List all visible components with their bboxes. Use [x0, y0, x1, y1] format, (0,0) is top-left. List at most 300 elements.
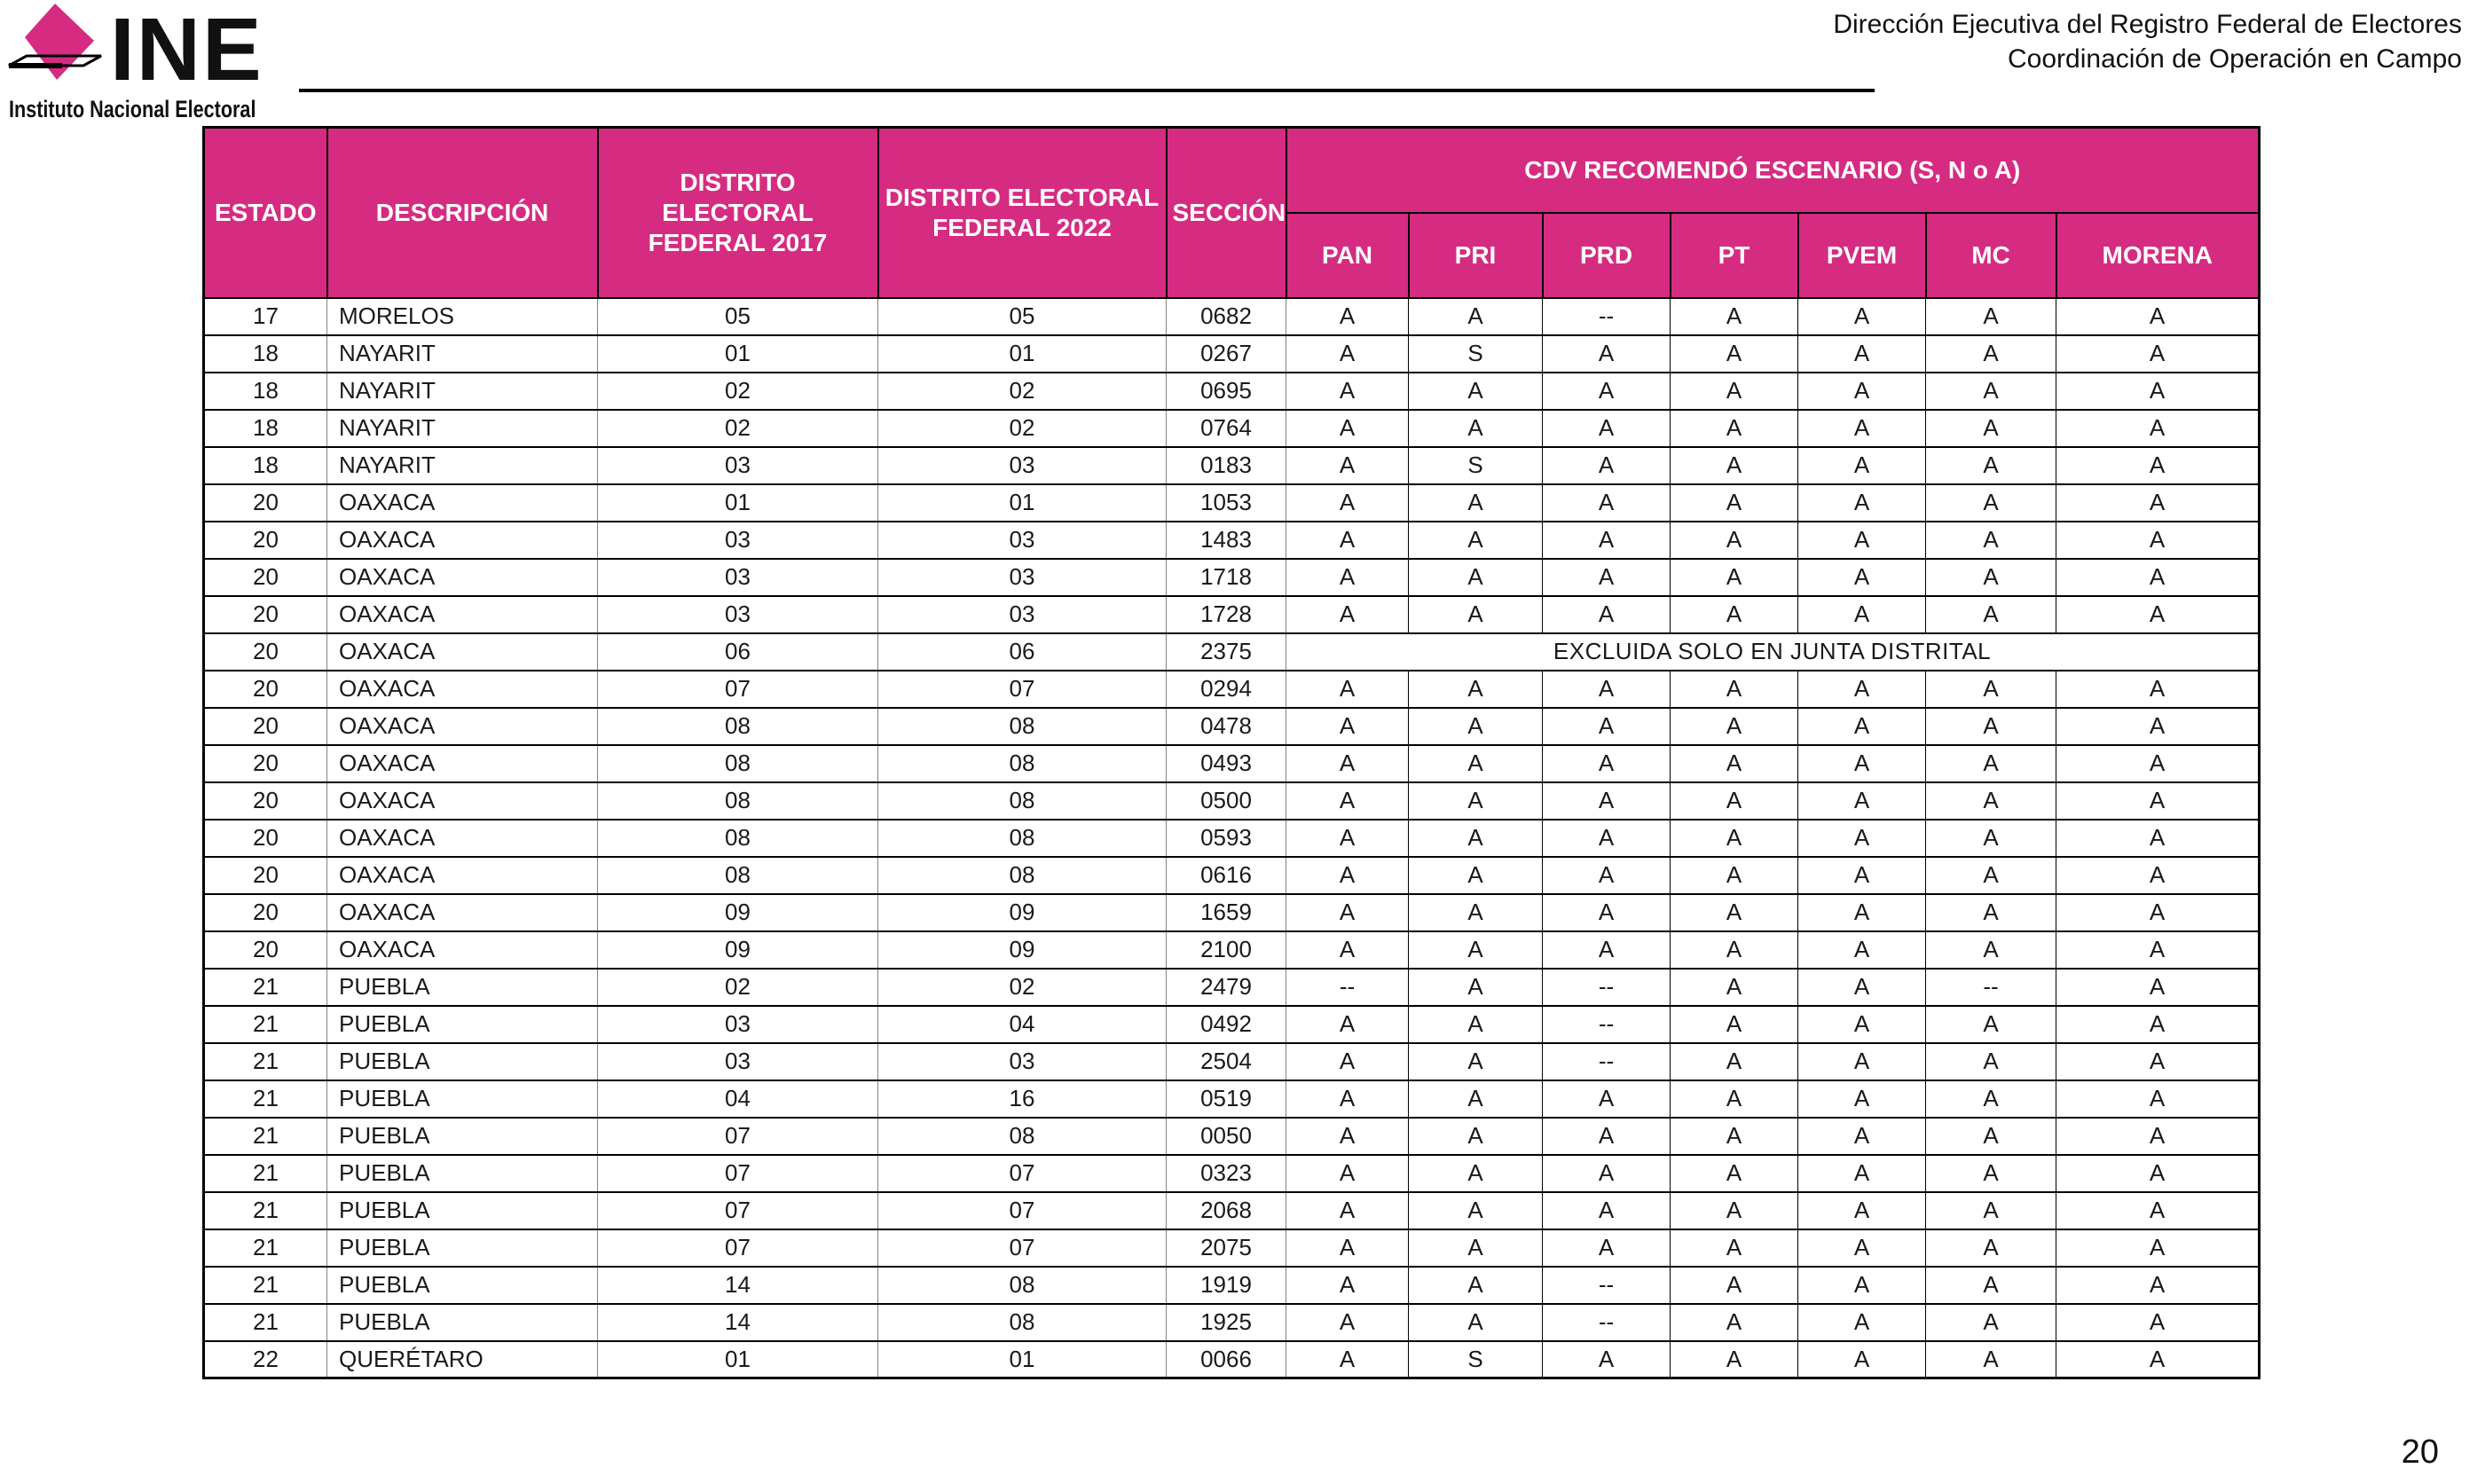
cell-party-value: A: [2056, 969, 2260, 1006]
cell-party-value: A: [1409, 782, 1543, 820]
cell-descripcion: NAYARIT: [327, 447, 598, 484]
cell-party-value: A: [1798, 1043, 1926, 1080]
cell-party-value: A: [1286, 373, 1409, 410]
cell-party-value: A: [1798, 410, 1926, 447]
cell-seccion: 2075: [1167, 1229, 1286, 1267]
cell-party-value: A: [1671, 1304, 1798, 1341]
cell-party-value: A: [1286, 1043, 1409, 1080]
cell-distrito-2017: 02: [598, 373, 878, 410]
cell-party-value: A: [1798, 782, 1926, 820]
cell-party-value: A: [1926, 410, 2056, 447]
cell-party-value: A: [2056, 410, 2260, 447]
col-header-pan: PAN: [1286, 213, 1409, 298]
cell-distrito-2017: 08: [598, 745, 878, 782]
table-row: [204, 484, 2260, 522]
cell-distrito-2022: 03: [878, 559, 1167, 596]
cell-estado: 20: [204, 745, 327, 782]
cell-party-value: A: [1926, 596, 2056, 633]
cell-estado: 20: [204, 559, 327, 596]
cell-party-value: A: [1543, 484, 1671, 522]
cell-party-value: A: [1798, 484, 1926, 522]
cell-party-value: A: [1926, 1080, 2056, 1118]
cell-party-value: A: [2056, 1267, 2260, 1304]
cell-party-value: A: [1286, 1080, 1409, 1118]
cell-descripcion: OAXACA: [327, 633, 598, 671]
cell-estado: 21: [204, 1043, 327, 1080]
cell-seccion: 0478: [1167, 708, 1286, 745]
cell-party-value: A: [1543, 1155, 1671, 1192]
cell-distrito-2017: 03: [598, 1006, 878, 1043]
cell-estado: 20: [204, 782, 327, 820]
table-row: [204, 633, 2260, 671]
cell-party-value: A: [1671, 857, 1798, 894]
cell-descripcion: OAXACA: [327, 596, 598, 633]
cell-distrito-2022: 09: [878, 931, 1167, 969]
cell-party-value: A: [1286, 1155, 1409, 1192]
cell-distrito-2022: 09: [878, 894, 1167, 931]
cell-party-value: A: [1798, 708, 1926, 745]
cell-party-value: A: [2056, 1155, 2260, 1192]
cell-distrito-2017: 08: [598, 708, 878, 745]
cell-estado: 21: [204, 1267, 327, 1304]
page-number: 20: [2401, 1433, 2439, 1471]
cell-seccion: 0267: [1167, 335, 1286, 373]
cell-party-value: S: [1409, 335, 1543, 373]
cell-seccion: 0066: [1167, 1341, 1286, 1378]
col-header-estado: ESTADO: [204, 128, 327, 298]
cell-distrito-2022: 08: [878, 1304, 1167, 1341]
cell-party-value: A: [1409, 969, 1543, 1006]
cell-party-value: A: [1926, 298, 2056, 335]
cell-estado: 20: [204, 708, 327, 745]
cell-party-value: A: [1926, 559, 2056, 596]
cell-party-value: A: [1798, 559, 1926, 596]
cell-distrito-2017: 01: [598, 335, 878, 373]
cell-descripcion: OAXACA: [327, 671, 598, 708]
cell-distrito-2022: 16: [878, 1080, 1167, 1118]
table-row: [204, 596, 2260, 633]
cell-descripcion: MORELOS: [327, 298, 598, 335]
cell-party-value: A: [1671, 1118, 1798, 1155]
cell-estado: 21: [204, 1118, 327, 1155]
cell-party-value: A: [1671, 1267, 1798, 1304]
cell-party-value: A: [1409, 820, 1543, 857]
cell-party-value: A: [1671, 447, 1798, 484]
cell-party-value: A: [1286, 484, 1409, 522]
cell-party-value: A: [2056, 1006, 2260, 1043]
cell-estado: 18: [204, 410, 327, 447]
cell-party-value: A: [1543, 745, 1671, 782]
cell-party-value: A: [1671, 522, 1798, 559]
cell-estado: 17: [204, 298, 327, 335]
department-line-2: Coordinación de Operación en Campo: [2008, 44, 2462, 74]
cell-estado: 20: [204, 894, 327, 931]
cell-distrito-2017: 07: [598, 1155, 878, 1192]
table-header: [204, 128, 2260, 298]
cell-party-value: A: [1543, 522, 1671, 559]
cell-party-value: A: [2056, 782, 2260, 820]
cell-party-value: A: [1798, 447, 1926, 484]
cell-party-value: A: [2056, 1229, 2260, 1267]
cell-party-value: A: [1926, 1006, 2056, 1043]
cell-estado: 21: [204, 1304, 327, 1341]
cell-party-value: A: [1286, 1341, 1409, 1378]
cell-party-value: A: [1671, 484, 1798, 522]
cell-seccion: 2100: [1167, 931, 1286, 969]
cell-party-value: A: [1409, 1118, 1543, 1155]
cell-party-value: A: [1286, 931, 1409, 969]
table-row: [204, 1267, 2260, 1304]
cell-party-value: A: [2056, 335, 2260, 373]
cell-seccion: 0500: [1167, 782, 1286, 820]
cell-distrito-2017: 09: [598, 931, 878, 969]
cell-descripcion: PUEBLA: [327, 1304, 598, 1341]
cell-party-value: A: [2056, 894, 2260, 931]
cell-party-value: A: [1543, 596, 1671, 633]
cell-party-value: A: [1409, 596, 1543, 633]
cell-party-value: A: [1926, 708, 2056, 745]
cell-party-value: A: [1671, 671, 1798, 708]
cell-distrito-2022: 08: [878, 820, 1167, 857]
cell-party-value: A: [1926, 335, 2056, 373]
cell-descripcion: OAXACA: [327, 708, 598, 745]
cell-seccion: 1053: [1167, 484, 1286, 522]
cell-distrito-2017: 03: [598, 522, 878, 559]
cell-seccion: 2504: [1167, 1043, 1286, 1080]
cell-party-value: A: [1798, 1080, 1926, 1118]
cell-estado: 21: [204, 1192, 327, 1229]
cell-party-value: A: [1671, 1155, 1798, 1192]
cell-party-value: A: [2056, 1118, 2260, 1155]
cell-party-value: A: [1286, 410, 1409, 447]
cell-party-value: A: [1286, 1229, 1409, 1267]
cell-party-value: S: [1409, 447, 1543, 484]
cell-estado: 18: [204, 447, 327, 484]
cell-party-value: A: [1798, 1192, 1926, 1229]
cell-seccion: 1919: [1167, 1267, 1286, 1304]
cell-distrito-2017: 03: [598, 447, 878, 484]
table-row: [204, 1118, 2260, 1155]
table-body: [204, 298, 2260, 1378]
cell-party-value: S: [1409, 1341, 1543, 1378]
cell-party-value: A: [1798, 1267, 1926, 1304]
col-header-prd: PRD: [1543, 213, 1671, 298]
table-row: [204, 447, 2260, 484]
cell-descripcion: OAXACA: [327, 745, 598, 782]
cell-distrito-2022: 01: [878, 1341, 1167, 1378]
cell-party-value: A: [1543, 782, 1671, 820]
cell-distrito-2022: 01: [878, 484, 1167, 522]
cell-party-value: A: [1409, 857, 1543, 894]
cell-distrito-2017: 01: [598, 1341, 878, 1378]
cell-party-value: A: [1671, 820, 1798, 857]
cell-party-value: A: [1671, 298, 1798, 335]
table-row: [204, 894, 2260, 931]
cell-distrito-2022: 08: [878, 1118, 1167, 1155]
cell-distrito-2017: 14: [598, 1304, 878, 1341]
cell-distrito-2017: 03: [598, 596, 878, 633]
cell-party-value: A: [1286, 522, 1409, 559]
cell-descripcion: OAXACA: [327, 820, 598, 857]
table-row: [204, 1341, 2260, 1378]
cell-party-value: A: [1409, 410, 1543, 447]
cell-seccion: 0519: [1167, 1080, 1286, 1118]
cell-estado: 20: [204, 522, 327, 559]
table-row: [204, 1043, 2260, 1080]
col-header-distrito-2017: DISTRITO ELECTORAL FEDERAL 2017: [598, 128, 878, 298]
cell-party-value: A: [1926, 484, 2056, 522]
cell-party-value: A: [1543, 708, 1671, 745]
cell-distrito-2017: 03: [598, 1043, 878, 1080]
cell-party-value: A: [2056, 1341, 2260, 1378]
cell-distrito-2017: 08: [598, 820, 878, 857]
table-row: [204, 671, 2260, 708]
cell-party-value: A: [1409, 1192, 1543, 1229]
cell-party-value: A: [1926, 522, 2056, 559]
cell-party-value: --: [1543, 1006, 1671, 1043]
cell-party-value: A: [2056, 298, 2260, 335]
cell-party-value: A: [1671, 1043, 1798, 1080]
col-header-pt: PT: [1671, 213, 1798, 298]
cell-party-value: A: [1543, 1192, 1671, 1229]
cell-distrito-2022: 08: [878, 782, 1167, 820]
cell-descripcion: NAYARIT: [327, 410, 598, 447]
cell-distrito-2017: 07: [598, 1229, 878, 1267]
cdv-scenario-table: [202, 126, 2261, 1379]
cell-party-value: A: [1926, 1043, 2056, 1080]
ine-ballot-logo-icon: [2, 2, 110, 90]
cell-party-value: A: [1926, 1192, 2056, 1229]
cell-party-value: A: [1798, 1341, 1926, 1378]
col-header-pri: PRI: [1409, 213, 1543, 298]
cell-seccion: 1728: [1167, 596, 1286, 633]
cell-party-value: A: [2056, 1080, 2260, 1118]
col-header-pvem: PVEM: [1798, 213, 1926, 298]
table-row: [204, 522, 2260, 559]
cell-seccion: 0493: [1167, 745, 1286, 782]
cell-party-value: A: [1926, 857, 2056, 894]
cell-party-value: A: [1671, 931, 1798, 969]
table-row: [204, 1192, 2260, 1229]
cell-party-value: A: [1543, 1229, 1671, 1267]
cell-party-value: A: [1409, 1267, 1543, 1304]
cell-party-value: A: [1286, 1267, 1409, 1304]
cell-estado: 20: [204, 671, 327, 708]
cell-distrito-2017: 07: [598, 1118, 878, 1155]
cell-estado: 20: [204, 931, 327, 969]
cell-party-value: A: [1543, 820, 1671, 857]
cell-estado: 21: [204, 1006, 327, 1043]
cell-party-value: A: [1798, 969, 1926, 1006]
cell-party-value: --: [1543, 1304, 1671, 1341]
cell-party-value: A: [1286, 782, 1409, 820]
cell-descripcion: PUEBLA: [327, 969, 598, 1006]
cell-distrito-2017: 08: [598, 782, 878, 820]
cell-distrito-2017: 08: [598, 857, 878, 894]
cell-party-value: A: [1409, 1155, 1543, 1192]
cell-descripcion: PUEBLA: [327, 1155, 598, 1192]
cell-party-value: A: [2056, 1043, 2260, 1080]
cell-party-value: A: [1926, 1155, 2056, 1192]
cell-party-value: A: [1543, 335, 1671, 373]
cell-party-value: A: [1671, 708, 1798, 745]
cell-party-value: A: [2056, 708, 2260, 745]
table-row: [204, 782, 2260, 820]
cell-party-value: A: [1286, 1304, 1409, 1341]
table-row: [204, 335, 2260, 373]
col-header-descripcion: DESCRIPCIÓN: [327, 128, 598, 298]
cell-party-value: A: [1671, 969, 1798, 1006]
cell-party-value: A: [1543, 559, 1671, 596]
cell-party-value: A: [2056, 373, 2260, 410]
cell-party-value: A: [1409, 559, 1543, 596]
cell-party-value: A: [1671, 1006, 1798, 1043]
cell-distrito-2022: 03: [878, 522, 1167, 559]
cell-descripcion: OAXACA: [327, 931, 598, 969]
cell-estado: 21: [204, 1229, 327, 1267]
cell-party-value: A: [1543, 671, 1671, 708]
cell-distrito-2022: 01: [878, 335, 1167, 373]
table-row: [204, 298, 2260, 335]
cell-party-value: A: [1409, 671, 1543, 708]
col-header-seccion: SECCIÓN: [1167, 128, 1286, 298]
cell-distrito-2017: 04: [598, 1080, 878, 1118]
cell-distrito-2017: 05: [598, 298, 878, 335]
cell-party-value: A: [1671, 373, 1798, 410]
cell-party-value: A: [1671, 559, 1798, 596]
table-row: [204, 1080, 2260, 1118]
cell-party-value: A: [1543, 410, 1671, 447]
cell-party-value: A: [1409, 522, 1543, 559]
cell-seccion: 0695: [1167, 373, 1286, 410]
cell-distrito-2022: 04: [878, 1006, 1167, 1043]
cell-party-value: A: [1798, 931, 1926, 969]
cell-seccion: 1483: [1167, 522, 1286, 559]
cell-party-value: --: [1543, 1267, 1671, 1304]
cell-party-value: A: [1543, 931, 1671, 969]
table-row: [204, 708, 2260, 745]
department-line-1: Dirección Ejecutiva del Registro Federal de Electores: [1833, 10, 2462, 39]
col-header-mc: MC: [1926, 213, 2056, 298]
cell-party-value: A: [1543, 894, 1671, 931]
cell-party-value: A: [1798, 335, 1926, 373]
cell-party-value: A: [1286, 596, 1409, 633]
cell-descripcion: OAXACA: [327, 522, 598, 559]
cell-party-value: A: [1286, 671, 1409, 708]
table-row: [204, 1006, 2260, 1043]
cell-party-value: A: [1798, 298, 1926, 335]
cell-descripcion: PUEBLA: [327, 1192, 598, 1229]
cell-distrito-2022: 07: [878, 1155, 1167, 1192]
cell-party-value: A: [1798, 1229, 1926, 1267]
cell-party-value: A: [2056, 596, 2260, 633]
cell-party-value: A: [1926, 1118, 2056, 1155]
cell-descripcion: PUEBLA: [327, 1043, 598, 1080]
cell-descripcion: OAXACA: [327, 484, 598, 522]
cell-seccion: 2479: [1167, 969, 1286, 1006]
cell-seccion: 0492: [1167, 1006, 1286, 1043]
cell-party-value: A: [2056, 1192, 2260, 1229]
cell-party-value: A: [1926, 931, 2056, 969]
cell-party-value: A: [1409, 1229, 1543, 1267]
cell-distrito-2022: 03: [878, 447, 1167, 484]
table-row: [204, 373, 2260, 410]
cell-party-value: A: [1671, 1341, 1798, 1378]
cell-party-value: A: [1409, 1080, 1543, 1118]
cell-distrito-2022: 05: [878, 298, 1167, 335]
cell-seccion: 0323: [1167, 1155, 1286, 1192]
cell-party-value: A: [1671, 894, 1798, 931]
cell-seccion: 1925: [1167, 1304, 1286, 1341]
cell-party-value: A: [1409, 484, 1543, 522]
cell-party-value: A: [1543, 373, 1671, 410]
cell-estado: 18: [204, 335, 327, 373]
cell-party-value: A: [1543, 1341, 1671, 1378]
cell-party-value: --: [1926, 969, 2056, 1006]
cell-party-value: A: [1409, 745, 1543, 782]
cell-descripcion: OAXACA: [327, 782, 598, 820]
cell-distrito-2022: 08: [878, 745, 1167, 782]
cell-estado: 22: [204, 1341, 327, 1378]
cell-party-value: A: [1926, 782, 2056, 820]
cell-party-value: A: [1798, 1118, 1926, 1155]
table-row: [204, 820, 2260, 857]
cell-estado: 20: [204, 484, 327, 522]
table-row: [204, 969, 2260, 1006]
cell-estado: 20: [204, 633, 327, 671]
cell-distrito-2022: 02: [878, 969, 1167, 1006]
cell-estado: 20: [204, 596, 327, 633]
cell-party-value: A: [1926, 671, 2056, 708]
cell-party-value: A: [1926, 447, 2056, 484]
cell-party-value: A: [1926, 373, 2056, 410]
cell-distrito-2017: 14: [598, 1267, 878, 1304]
cell-party-value: A: [2056, 1304, 2260, 1341]
header-divider-line: [299, 89, 1875, 92]
cell-seccion: 1659: [1167, 894, 1286, 931]
col-header-distrito-2022: DISTRITO ELECTORAL FEDERAL 2022: [878, 128, 1167, 298]
cell-distrito-2022: 07: [878, 1229, 1167, 1267]
cell-party-value: A: [1543, 447, 1671, 484]
cell-party-value: A: [1798, 745, 1926, 782]
cell-seccion: 0183: [1167, 447, 1286, 484]
cell-party-value: A: [1543, 1080, 1671, 1118]
cell-seccion: 0593: [1167, 820, 1286, 857]
cell-party-value: A: [1409, 1043, 1543, 1080]
cell-party-value: A: [1286, 745, 1409, 782]
cell-party-value: A: [1286, 559, 1409, 596]
cell-descripcion: PUEBLA: [327, 1118, 598, 1155]
cell-party-value: A: [1926, 1304, 2056, 1341]
cell-descripcion: OAXACA: [327, 857, 598, 894]
cell-party-value: A: [1671, 335, 1798, 373]
cell-distrito-2022: 06: [878, 633, 1167, 671]
cell-party-value: A: [1543, 1118, 1671, 1155]
cell-party-value: A: [1286, 298, 1409, 335]
cell-party-value: A: [1926, 1229, 2056, 1267]
cell-distrito-2022: 08: [878, 1267, 1167, 1304]
cell-distrito-2017: 03: [598, 559, 878, 596]
cell-party-value: --: [1543, 1043, 1671, 1080]
table-row: [204, 410, 2260, 447]
cell-party-value: A: [1671, 1080, 1798, 1118]
cell-distrito-2022: 08: [878, 708, 1167, 745]
cell-descripcion: QUERÉTARO: [327, 1341, 598, 1378]
cell-party-value: A: [1798, 820, 1926, 857]
cell-party-value: A: [1671, 1229, 1798, 1267]
cell-seccion: 2068: [1167, 1192, 1286, 1229]
cell-distrito-2022: 02: [878, 410, 1167, 447]
